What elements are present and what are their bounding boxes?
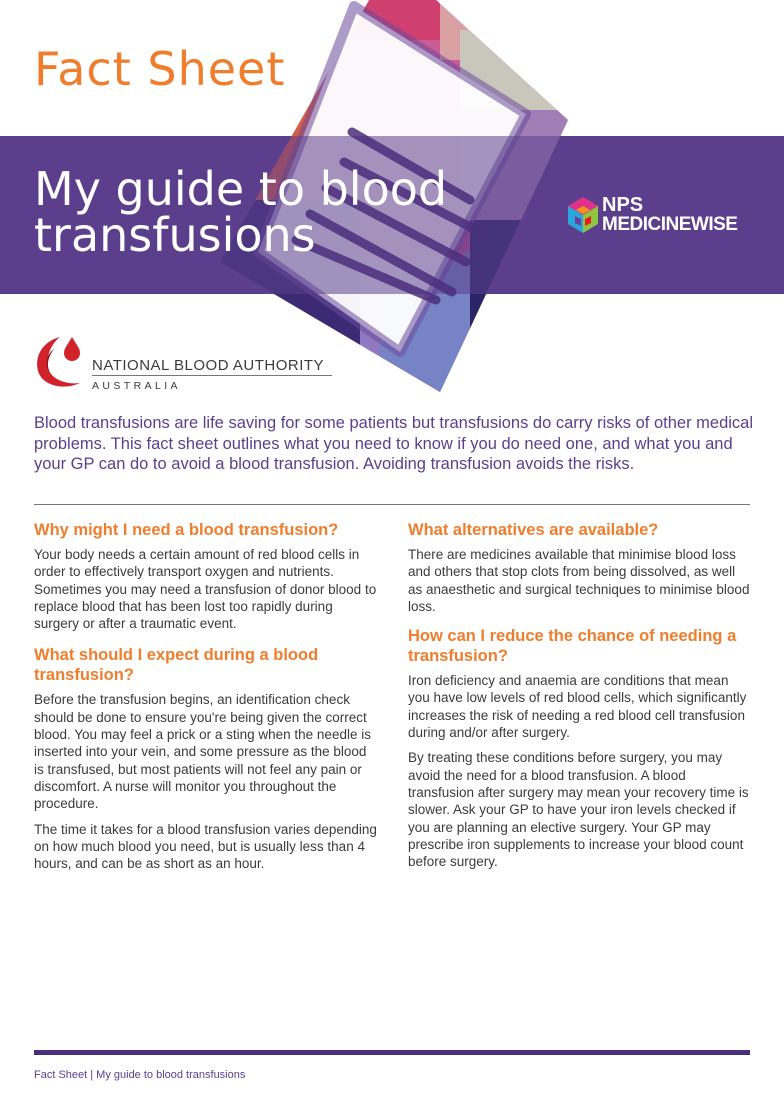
reduce-body-1: Iron deficiency and anaemia are conditions that mean you have low levels of red blood cells, which significantly increases the risk of needing a red blood cell transfusion during and/or after surgery. [408, 673, 747, 741]
nba-name: NATIONAL BLOOD AUTHORITY [92, 357, 325, 374]
reduce-heading: How can I reduce the chance of needing a transfusion? [408, 627, 737, 666]
fact-sheet-label: Fact Sheet [34, 42, 286, 96]
intro-paragraph: Blood transfusions are life saving for some patients but transfusions do carry risks of other medical problems. This fact sheet outlines what you need to know if you do need one, and what you and your GP can do to avoid a blood transfusion. Avoiding transfusion avoids the risks. [34, 414, 754, 473]
nps-logo-line-1: NPS [602, 194, 644, 216]
alternatives-heading: What alternatives are available? [408, 521, 659, 539]
page-title [34, 162, 448, 262]
reduce-body-2: By treating these conditions before surgery, you may avoid the need for a blood transfusion. A blood transfusion after surgery may mean your recovery time is slower. Ask your GP to have your iron levels checked if you are planning an elective surgery. Your GP may prescribe iron supplements to increase your blood count before surgery. [408, 750, 749, 870]
left-column [34, 520, 379, 872]
footer-text: Fact Sheet | My guide to blood transfusions [34, 1069, 246, 1081]
title-line-2: transfusions [34, 208, 316, 262]
footer-bar [34, 1050, 750, 1055]
nba-country: AUSTRALIA [92, 380, 181, 392]
right-column [408, 520, 753, 870]
why-body: Your body needs a certain amount of red blood cells in order to effectively transport oxygen and nutrients. Sometimes you may need a transfusion of donor blood to replace blood that has been lost too rapidly during surgery or after a traumatic event. [34, 547, 377, 632]
intro-divider [34, 504, 750, 505]
expect-body-2: The time it takes for a blood transfusion varies depending on how much blood you need, but is usually less than 4 hours, and can be as short as an hour. [34, 821, 377, 872]
nps-medicinewise-logo [566, 196, 766, 236]
national-blood-authority-logo [32, 333, 342, 393]
nba-divider [92, 375, 332, 376]
expect-heading: What should I expect during a blood transfusion? [34, 646, 319, 685]
title-line-1: My guide to blood [34, 162, 448, 216]
why-heading: Why might I need a blood transfusion? [34, 521, 339, 539]
nps-cube-icon [566, 196, 600, 234]
alternatives-body: There are medicines available that minimise blood loss and others that stop clots from being dissolved, as well as anaesthetic and surgical techniques to minimise blood loss. [408, 547, 750, 614]
blood-drop-swoosh-icon [32, 333, 90, 391]
expect-body-1: Before the transfusion begins, an identification check should be done to ensure you're being given the correct blood. You may feel a prick or a sting when the needle is inserted into your vein, and some pressure as the blood is transfused, but most patients will not feel any pain or discomfort. A nurse will monitor you throughout the procedure. [34, 692, 371, 812]
nps-logo-line-2: MEDICINEWISE [602, 214, 738, 235]
